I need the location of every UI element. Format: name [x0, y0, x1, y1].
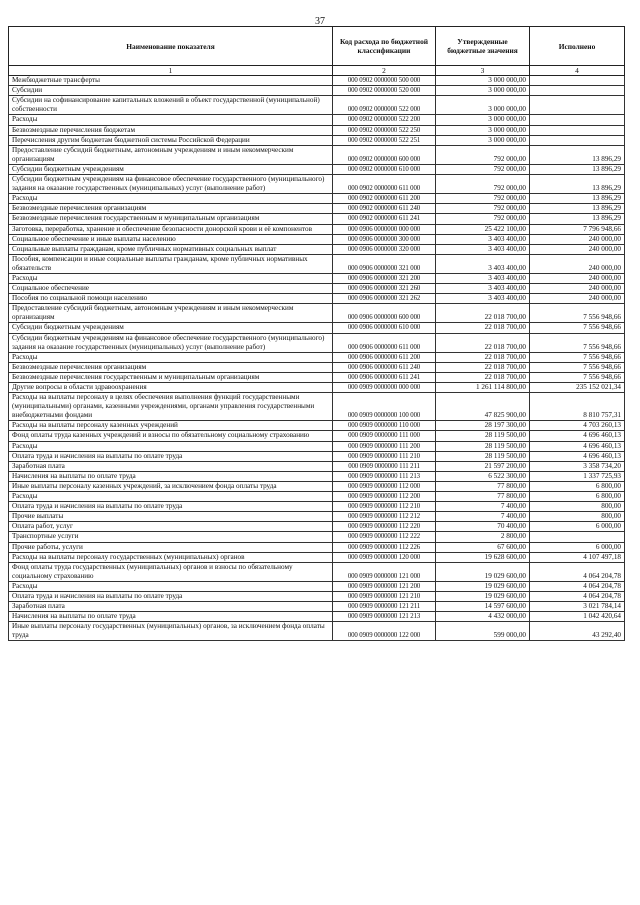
- table-row: [9, 562, 625, 581]
- row-name: Субсидии на софинансирование капитальных вложений в объект государственной (муниципальной) собственности: [9, 96, 333, 115]
- row-executed: 7 556 948,66: [530, 352, 625, 362]
- table-row: [9, 323, 625, 333]
- table-row: [9, 135, 625, 145]
- row-name: Оплата труда и начисления на выплаты по оплате труда: [9, 502, 333, 512]
- row-code: 000 0906 0000000 611 200: [333, 352, 436, 362]
- row-executed: 13 896,29: [530, 145, 625, 164]
- row-executed: 4 064 204,78: [530, 562, 625, 581]
- row-executed: 240 000,00: [530, 234, 625, 244]
- row-code: 000 0909 0000000 112 226: [333, 542, 436, 552]
- row-code: 000 0906 0000000 610 000: [333, 323, 436, 333]
- row-code: 000 0909 0000000 121 000: [333, 562, 436, 581]
- row-name: Расходы на выплаты персоналу в целях обеспечения выполнения функций государственными (муниципальными) органами, казенными учреждениями, органами управления государственными внебюджетными фондами: [9, 393, 333, 421]
- row-executed: 6 000,00: [530, 522, 625, 532]
- row-code: 000 0902 0000000 500 000: [333, 76, 436, 86]
- row-executed: 4 107 497,18: [530, 552, 625, 562]
- row-approved: 3 000 000,00: [436, 125, 530, 135]
- row-approved: 599 000,00: [436, 622, 530, 641]
- row-executed: 1 042 420,64: [530, 612, 625, 622]
- row-code: 000 0909 0000000 112 220: [333, 522, 436, 532]
- row-executed: 4 696 460,13: [530, 431, 625, 441]
- row-code: 000 0909 0000000 111 210: [333, 451, 436, 461]
- row-approved: 6 522 300,00: [436, 471, 530, 481]
- row-executed: [530, 532, 625, 542]
- table-row: [9, 244, 625, 254]
- row-name: Субсидии бюджетным учреждениям: [9, 164, 333, 174]
- row-approved: 3 403 400,00: [436, 294, 530, 304]
- row-name: Прочие работы, услуги: [9, 542, 333, 552]
- row-executed: 7 556 948,66: [530, 333, 625, 352]
- row-executed: 240 000,00: [530, 254, 625, 273]
- row-name: Транспортные услуги: [9, 532, 333, 542]
- row-code: 000 0909 0000000 111 000: [333, 431, 436, 441]
- row-name: Субсидии бюджетным учреждениям: [9, 323, 333, 333]
- row-code: 000 0909 0000000 100 000: [333, 393, 436, 421]
- table-row: [9, 254, 625, 273]
- table-row: [9, 372, 625, 382]
- header-approved-values: Утвержденные бюджетные значения: [436, 27, 530, 66]
- row-code: 000 0906 0000000 611 240: [333, 362, 436, 372]
- row-executed: 1 337 725,93: [530, 471, 625, 481]
- row-name: Расходы: [9, 441, 333, 451]
- row-name: Безвозмездные перечисления организациям: [9, 362, 333, 372]
- row-executed: [530, 86, 625, 96]
- row-code: 000 0902 0000000 610 000: [333, 164, 436, 174]
- row-name: Иные выплаты персоналу казенных учреждений, за исключением фонда оплаты труда: [9, 481, 333, 491]
- column-number-1: 1: [9, 66, 333, 76]
- row-name: Другие вопросы в области здравоохранения: [9, 383, 333, 393]
- row-executed: [530, 76, 625, 86]
- row-code: 000 0909 0000000 112 200: [333, 492, 436, 502]
- table-row: [9, 115, 625, 125]
- row-executed: [530, 125, 625, 135]
- row-executed: 6 000,00: [530, 542, 625, 552]
- row-name: Расходы: [9, 352, 333, 362]
- row-name: Оплата труда и начисления на выплаты по оплате труда: [9, 591, 333, 601]
- row-executed: 7 796 948,66: [530, 224, 625, 234]
- row-name: Заработная плата: [9, 602, 333, 612]
- row-name: Расходы: [9, 115, 333, 125]
- row-code: 000 0909 0000000 121 210: [333, 591, 436, 601]
- table-row: [9, 581, 625, 591]
- row-executed: [530, 135, 625, 145]
- row-name: Социальные выплаты гражданам, кроме публичных нормативных социальных выплат: [9, 244, 333, 254]
- row-code: 000 0906 0000000 321 262: [333, 294, 436, 304]
- row-approved: 47 825 900,00: [436, 393, 530, 421]
- row-approved: 3 403 400,00: [436, 244, 530, 254]
- row-executed: 7 556 948,66: [530, 304, 625, 323]
- column-number-3: 3: [436, 66, 530, 76]
- row-name: Перечисления другим бюджетам бюджетной системы Российской Федерации: [9, 135, 333, 145]
- row-approved: 792 000,00: [436, 145, 530, 164]
- row-executed: 3 358 734,20: [530, 461, 625, 471]
- row-approved: 14 597 600,00: [436, 602, 530, 612]
- row-code: 000 0909 0000000 122 000: [333, 622, 436, 641]
- row-approved: 2 800,00: [436, 532, 530, 542]
- row-executed: 7 556 948,66: [530, 372, 625, 382]
- row-name: Пособия по социальной помощи населению: [9, 294, 333, 304]
- row-executed: 8 810 757,31: [530, 393, 625, 421]
- row-approved: 70 400,00: [436, 522, 530, 532]
- table-row: [9, 234, 625, 244]
- row-name: Безвозмездные перечисления государственным и муниципальным организациям: [9, 214, 333, 224]
- table-row: [9, 591, 625, 601]
- column-number-4: 4: [530, 66, 625, 76]
- row-executed: 240 000,00: [530, 294, 625, 304]
- row-approved: 3 000 000,00: [436, 115, 530, 125]
- table-row: [9, 622, 625, 641]
- row-name: Безвозмездные перечисления бюджетам: [9, 125, 333, 135]
- row-approved: 67 600,00: [436, 542, 530, 552]
- table-row: [9, 125, 625, 135]
- row-code: 000 0902 0000000 522 250: [333, 125, 436, 135]
- row-approved: 28 197 300,00: [436, 421, 530, 431]
- row-approved: 77 800,00: [436, 481, 530, 491]
- table-row: [9, 175, 625, 194]
- row-code: 000 0902 0000000 522 000: [333, 96, 436, 115]
- table-row: [9, 481, 625, 491]
- table-row: [9, 393, 625, 421]
- row-code: 000 0906 0000000 611 241: [333, 372, 436, 382]
- row-name: Пособия, компенсации и иные социальные выплаты гражданам, кроме публичных нормативных обязательств: [9, 254, 333, 273]
- row-code: 000 0902 0000000 520 000: [333, 86, 436, 96]
- row-approved: 19 628 600,00: [436, 552, 530, 562]
- row-approved: 28 119 500,00: [436, 441, 530, 451]
- header-executed: Исполнено: [530, 27, 625, 66]
- row-executed: 4 696 460,13: [530, 451, 625, 461]
- row-code: 000 0909 0000000 121 213: [333, 612, 436, 622]
- row-name: Начисления на выплаты по оплате труда: [9, 471, 333, 481]
- table-row: [9, 532, 625, 542]
- row-code: 000 0909 0000000 121 200: [333, 581, 436, 591]
- row-approved: 21 597 200,00: [436, 461, 530, 471]
- table-row: [9, 86, 625, 96]
- table-row: [9, 294, 625, 304]
- row-name: Предоставление субсидий бюджетным, автономным учреждениям и иным некоммерческим организациям: [9, 304, 333, 323]
- row-approved: 19 029 600,00: [436, 581, 530, 591]
- row-approved: 28 119 500,00: [436, 451, 530, 461]
- row-approved: 3 000 000,00: [436, 96, 530, 115]
- row-code: 000 0906 0000000 611 000: [333, 333, 436, 352]
- budget-table: [8, 26, 625, 641]
- table-row: [9, 362, 625, 372]
- row-executed: 240 000,00: [530, 244, 625, 254]
- table-row: [9, 383, 625, 393]
- table-row: [9, 421, 625, 431]
- table-row: [9, 333, 625, 352]
- row-code: 000 0902 0000000 522 200: [333, 115, 436, 125]
- row-code: 000 0906 0000000 321 200: [333, 273, 436, 283]
- row-code: 000 0906 0000000 600 000: [333, 304, 436, 323]
- row-code: 000 0909 0000000 110 000: [333, 421, 436, 431]
- table-row: [9, 164, 625, 174]
- table-row: [9, 602, 625, 612]
- row-code: 000 0902 0000000 611 240: [333, 204, 436, 214]
- row-name: Субсидии бюджетным учреждениям на финансовое обеспечение государственного (муниципального) задания на оказание государственных (муниципальных) услуг (выполнение работ): [9, 175, 333, 194]
- row-executed: [530, 115, 625, 125]
- table-row: [9, 502, 625, 512]
- row-code: 000 0909 0000000 112 210: [333, 502, 436, 512]
- row-code: 000 0909 0000000 112 212: [333, 512, 436, 522]
- row-approved: 792 000,00: [436, 204, 530, 214]
- row-executed: 4 703 260,13: [530, 421, 625, 431]
- row-name: Социальное обеспечение и иные выплаты населению: [9, 234, 333, 244]
- row-executed: 240 000,00: [530, 273, 625, 283]
- row-approved: 792 000,00: [436, 164, 530, 174]
- row-code: 000 0902 0000000 522 251: [333, 135, 436, 145]
- header-expense-code: Код расхода по бюджетной классификации: [333, 27, 436, 66]
- row-executed: 6 800,00: [530, 481, 625, 491]
- row-code: 000 0909 0000000 120 000: [333, 552, 436, 562]
- row-code: 000 0902 0000000 600 000: [333, 145, 436, 164]
- table-row: [9, 76, 625, 86]
- row-executed: 235 152 021,34: [530, 383, 625, 393]
- table-row: [9, 284, 625, 294]
- row-approved: 1 261 114 800,00: [436, 383, 530, 393]
- row-approved: 22 018 700,00: [436, 362, 530, 372]
- table-row: [9, 204, 625, 214]
- table-row: [9, 96, 625, 115]
- row-code: 000 0909 0000000 121 211: [333, 602, 436, 612]
- row-approved: 792 000,00: [436, 214, 530, 224]
- row-code: 000 0902 0000000 611 200: [333, 194, 436, 204]
- page-number: 37: [315, 16, 325, 27]
- row-name: Заработная плата: [9, 461, 333, 471]
- row-code: 000 0906 0000000 300 000: [333, 234, 436, 244]
- row-approved: 22 018 700,00: [436, 352, 530, 362]
- table-row: [9, 214, 625, 224]
- row-executed: 4 064 204,78: [530, 591, 625, 601]
- row-name: Фонд оплаты труда государственных (муниципальных) органов и взносы по обязательному социальному страхованию: [9, 562, 333, 581]
- row-approved: 22 018 700,00: [436, 333, 530, 352]
- row-approved: 3 403 400,00: [436, 254, 530, 273]
- table-row: [9, 194, 625, 204]
- row-code: 000 0909 0000000 111 211: [333, 461, 436, 471]
- row-executed: 6 800,00: [530, 492, 625, 502]
- row-name: Заготовка, переработка, хранение и обеспечение безопасности донорской крови и её компонентов: [9, 224, 333, 234]
- table-row: [9, 522, 625, 532]
- table-row: [9, 612, 625, 622]
- row-name: Предоставление субсидий бюджетным, автономным учреждениям и иным некоммерческим организациям: [9, 145, 333, 164]
- table-row: [9, 492, 625, 502]
- row-name: Начисления на выплаты по оплате труда: [9, 612, 333, 622]
- row-approved: 19 029 600,00: [436, 591, 530, 601]
- table-row: [9, 542, 625, 552]
- row-name: Расходы: [9, 194, 333, 204]
- row-executed: 4 064 204,78: [530, 581, 625, 591]
- row-approved: 3 403 400,00: [436, 284, 530, 294]
- row-name: Расходы: [9, 581, 333, 591]
- row-approved: 792 000,00: [436, 175, 530, 194]
- table-row: [9, 273, 625, 283]
- row-name: Расходы на выплаты персоналу государственных (муниципальных) органов: [9, 552, 333, 562]
- row-name: Расходы: [9, 492, 333, 502]
- table-row: [9, 512, 625, 522]
- header-indicator-name: Наименование показателя: [9, 27, 333, 66]
- row-approved: 3 000 000,00: [436, 86, 530, 96]
- row-code: 000 0909 0000000 112 000: [333, 481, 436, 491]
- table-row: [9, 431, 625, 441]
- table-row: [9, 451, 625, 461]
- table-row: [9, 552, 625, 562]
- row-approved: 3 403 400,00: [436, 273, 530, 283]
- row-approved: 77 800,00: [436, 492, 530, 502]
- row-approved: 4 432 000,00: [436, 612, 530, 622]
- row-code: 000 0906 0000000 321 000: [333, 254, 436, 273]
- row-name: Расходы на выплаты персоналу казенных учреждений: [9, 421, 333, 431]
- row-approved: 22 018 700,00: [436, 372, 530, 382]
- row-executed: 3 021 784,14: [530, 602, 625, 612]
- row-code: 000 0909 0000000 111 200: [333, 441, 436, 451]
- row-approved: 3 403 400,00: [436, 234, 530, 244]
- row-approved: 3 000 000,00: [436, 135, 530, 145]
- row-code: 000 0906 0000000 321 260: [333, 284, 436, 294]
- row-executed: 13 896,29: [530, 194, 625, 204]
- table-row: [9, 224, 625, 234]
- row-name: Безвозмездные перечисления организациям: [9, 204, 333, 214]
- row-approved: 792 000,00: [436, 194, 530, 204]
- table-row: [9, 461, 625, 471]
- row-approved: 19 029 600,00: [436, 562, 530, 581]
- row-name: Иные выплаты персоналу государственных (муниципальных) органов, за исключением фонда оплаты труда: [9, 622, 333, 641]
- row-executed: 13 896,29: [530, 204, 625, 214]
- row-name: Фонд оплаты труда казенных учреждений и взносы по обязательному социальному страхованию: [9, 431, 333, 441]
- column-number-2: 2: [333, 66, 436, 76]
- row-executed: 43 292,40: [530, 622, 625, 641]
- row-approved: 25 422 100,00: [436, 224, 530, 234]
- row-approved: 22 018 700,00: [436, 304, 530, 323]
- table-row: [9, 352, 625, 362]
- table-body: [9, 76, 625, 641]
- table-row: [9, 471, 625, 481]
- row-executed: 800,00: [530, 502, 625, 512]
- row-executed: 4 696 460,13: [530, 441, 625, 451]
- row-approved: 3 000 000,00: [436, 76, 530, 86]
- row-executed: 13 896,29: [530, 175, 625, 194]
- row-code: 000 0906 0000000 320 000: [333, 244, 436, 254]
- row-executed: 13 896,29: [530, 214, 625, 224]
- row-code: 000 0909 0000000 000 000: [333, 383, 436, 393]
- row-name: Межбюджетные трансферты: [9, 76, 333, 86]
- row-name: Безвозмездные перечисления государственным и муниципальным организациям: [9, 372, 333, 382]
- row-executed: 13 896,29: [530, 164, 625, 174]
- row-approved: 22 018 700,00: [436, 323, 530, 333]
- row-code: 000 0906 0000000 000 000: [333, 224, 436, 234]
- row-approved: 7 400,00: [436, 512, 530, 522]
- row-executed: 7 556 948,66: [530, 362, 625, 372]
- row-executed: 240 000,00: [530, 284, 625, 294]
- table-row: [9, 304, 625, 323]
- row-executed: 7 556 948,66: [530, 323, 625, 333]
- row-code: 000 0909 0000000 111 213: [333, 471, 436, 481]
- row-name: Оплата труда и начисления на выплаты по оплате труда: [9, 451, 333, 461]
- row-executed: 800,00: [530, 512, 625, 522]
- row-executed: [530, 96, 625, 115]
- table-row: [9, 441, 625, 451]
- row-name: Субсидии: [9, 86, 333, 96]
- row-name: Расходы: [9, 273, 333, 283]
- row-approved: 28 119 500,00: [436, 431, 530, 441]
- row-code: 000 0902 0000000 611 241: [333, 214, 436, 224]
- row-name: Субсидии бюджетным учреждениям на финансовое обеспечение государственного (муниципального) задания на оказание государственных (муниципальных) услуг (выполнение работ): [9, 333, 333, 352]
- table-row: [9, 145, 625, 164]
- row-name: Социальное обеспечение: [9, 284, 333, 294]
- row-code: 000 0909 0000000 112 222: [333, 532, 436, 542]
- row-name: Прочие выплаты: [9, 512, 333, 522]
- row-code: 000 0902 0000000 611 000: [333, 175, 436, 194]
- row-name: Оплата работ, услуг: [9, 522, 333, 532]
- row-approved: 7 400,00: [436, 502, 530, 512]
